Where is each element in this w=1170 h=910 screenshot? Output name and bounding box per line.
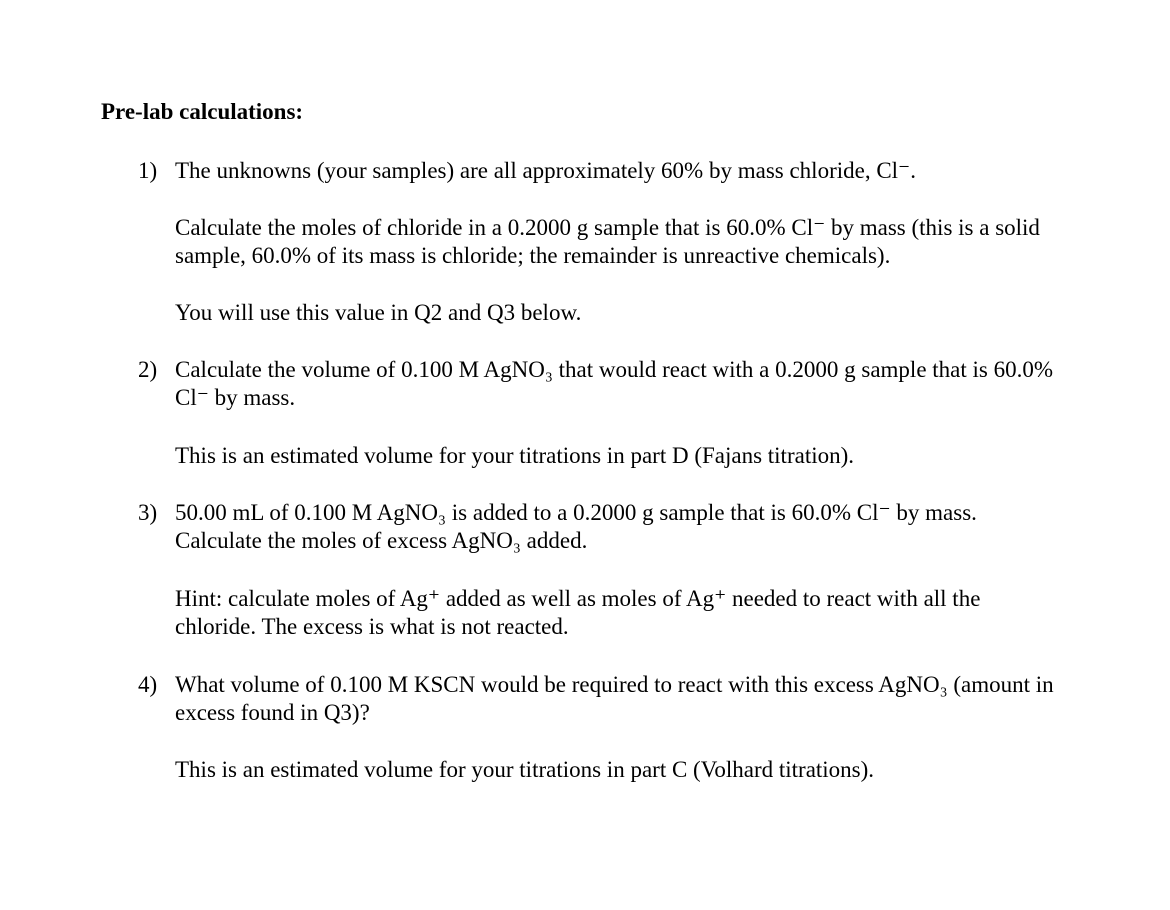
question-1-note: You will use this value in Q2 and Q3 below. <box>175 300 582 325</box>
question-3-number: 3) <box>138 500 158 525</box>
question-2-number: 2) <box>138 357 158 382</box>
question-4-task: What volume of 0.100 M KSCN would be required to react with this excess AgNO₃ (amount in excess found in Q3)? <box>175 672 1054 725</box>
section-heading: Pre-lab calculations: <box>101 99 304 124</box>
question-4-number: 4) <box>138 672 158 697</box>
question-2-note: This is an estimated volume for your titrations in part D (Fajans titration). <box>175 443 855 468</box>
question-3-task: 50.00 mL of 0.100 M AgNO₃ is added to a 0.2000 g sample that is 60.0% Cl⁻ by mass. Calculate the moles of excess AgNO₃ added. <box>175 500 977 553</box>
question-1-task: Calculate the moles of chloride in a 0.2000 g sample that is 60.0% Cl⁻ by mass (this is a solid sample, 60.0% of its mass is chloride; the remainder is unreactive chemicals). <box>175 215 1040 268</box>
question-4-note: This is an estimated volume for your titrations in part C (Volhard titrations). <box>175 757 875 782</box>
question-2-task: Calculate the volume of 0.100 M AgNO₃ that would react with a 0.2000 g sample that is 60.0% Cl⁻ by mass. <box>175 357 1054 410</box>
question-1-statement: The unknowns (your samples) are all approximately 60% by mass chloride, Cl⁻. <box>175 158 916 183</box>
question-3-hint: Hint: calculate moles of Ag⁺ added as well as moles of Ag⁺ needed to react with all the chloride. The excess is what is not reacted. <box>175 586 981 639</box>
question-1-number: 1) <box>138 158 158 183</box>
